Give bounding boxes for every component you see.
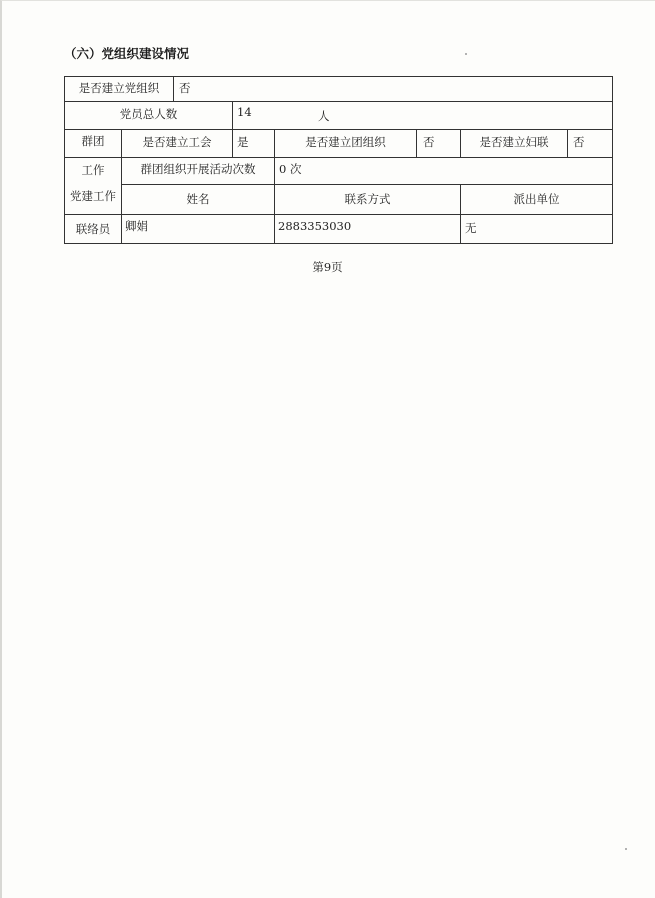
table-rule bbox=[121, 184, 613, 185]
table-rule bbox=[64, 76, 65, 244]
liaison-unit: 无 bbox=[465, 221, 477, 235]
activities-label: 群团组织开展活动次数 bbox=[140, 162, 256, 176]
activities-value: 0 次 bbox=[279, 162, 302, 176]
union-value: 是 bbox=[237, 135, 249, 149]
mass-group-label-line2: 工作 bbox=[81, 163, 105, 177]
table-rule bbox=[567, 129, 568, 158]
table-rule bbox=[64, 101, 613, 102]
women-label: 是否建立妇联 bbox=[479, 135, 549, 149]
party-org-label: 是否建立党组织 bbox=[78, 81, 160, 95]
league-label: 是否建立团组织 bbox=[305, 135, 386, 149]
table-rule bbox=[232, 129, 233, 158]
table-rule bbox=[173, 76, 174, 102]
table-rule bbox=[64, 214, 613, 215]
union-label: 是否建立工会 bbox=[142, 135, 212, 149]
table-rule bbox=[64, 76, 613, 77]
table-rule bbox=[64, 129, 613, 130]
members-value: 14 bbox=[237, 105, 252, 119]
liaison-name-header: 姓名 bbox=[186, 192, 210, 206]
liaison-unit-header: 派出单位 bbox=[513, 192, 560, 206]
scan-speck bbox=[625, 848, 627, 850]
liaison-label-line2: 联络员 bbox=[75, 222, 111, 236]
party-org-table bbox=[64, 76, 613, 244]
liaison-name: 卿娟 bbox=[125, 219, 148, 233]
section-heading: （六）党组织建设情况 bbox=[64, 46, 190, 61]
members-label: 党员总人数 bbox=[119, 107, 178, 121]
mass-group-label-line1: 群团 bbox=[81, 134, 105, 148]
women-value: 否 bbox=[573, 135, 585, 149]
table-rule bbox=[64, 157, 613, 158]
page-number: 第9页 bbox=[312, 260, 343, 274]
league-value: 否 bbox=[423, 135, 435, 149]
liaison-contact: 2883353030 bbox=[278, 219, 352, 233]
liaison-label-line1: 党建工作 bbox=[70, 189, 116, 203]
table-rule bbox=[612, 76, 613, 244]
party-org-value: 否 bbox=[179, 81, 191, 95]
scan-speck bbox=[465, 53, 467, 55]
members-unit: 人 bbox=[318, 109, 330, 123]
liaison-contact-header: 联系方式 bbox=[344, 192, 391, 206]
table-rule bbox=[232, 101, 233, 130]
table-rule bbox=[416, 129, 417, 158]
table-rule bbox=[64, 243, 613, 244]
